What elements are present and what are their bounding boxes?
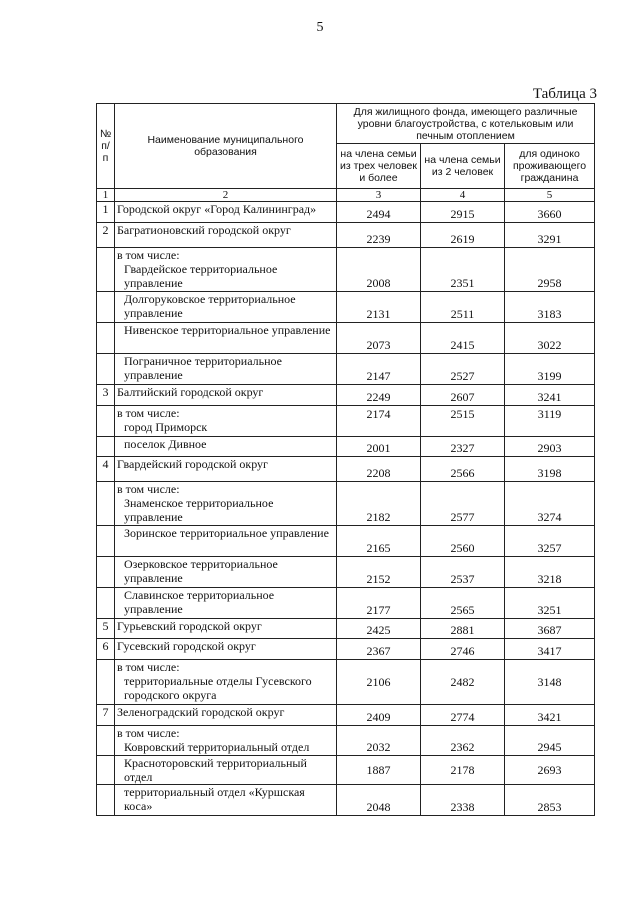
in-that-number-label: в том числе: xyxy=(117,482,180,496)
in-that-number-label: в том числе: xyxy=(117,406,180,420)
table-row xyxy=(97,323,595,354)
row-number: 4 xyxy=(97,457,115,482)
in-that-number-label: в том числе: xyxy=(117,660,180,674)
value-c: 2958 xyxy=(505,248,595,292)
table-row xyxy=(97,619,595,639)
value-b: 2515 xyxy=(421,406,505,437)
value-b: 2565 xyxy=(421,588,505,619)
row-number: 1 xyxy=(97,202,115,223)
value-c: 3183 xyxy=(505,292,595,323)
value-c: 3251 xyxy=(505,588,595,619)
row-number: 3 xyxy=(97,385,115,406)
value-a: 2147 xyxy=(337,354,421,385)
table-row xyxy=(97,292,595,323)
subunit-name: территориальный отдел «Куршская коса» xyxy=(115,785,337,816)
value-a: 2001 xyxy=(337,437,421,457)
value-a: 1887 xyxy=(337,756,421,785)
subunit-name: в том числе: город Приморск xyxy=(115,406,337,437)
municipality-name: Гусевский городской округ xyxy=(115,639,337,660)
row-number: 7 xyxy=(97,705,115,726)
table-row xyxy=(97,785,595,816)
row-number: 2 xyxy=(97,223,115,248)
table-caption: Таблица 3 xyxy=(532,86,597,102)
value-c: 2903 xyxy=(505,437,595,457)
subunit-name: Славинское территориальное управление xyxy=(115,588,337,619)
value-b: 2746 xyxy=(421,639,505,660)
value-a: 2131 xyxy=(337,292,421,323)
value-a: 2032 xyxy=(337,726,421,756)
table-row xyxy=(97,202,595,223)
column-index-row xyxy=(97,189,595,202)
subunit-name: Озерковское территориальное управление xyxy=(115,557,337,588)
table-row xyxy=(97,223,595,248)
value-c: 3417 xyxy=(505,639,595,660)
value-a: 2249 xyxy=(337,385,421,406)
subunit-name: Долгоруковское территориальное управление xyxy=(115,292,337,323)
value-b: 2351 xyxy=(421,248,505,292)
table-row xyxy=(97,406,595,437)
value-c: 3241 xyxy=(505,385,595,406)
value-a: 2177 xyxy=(337,588,421,619)
subunit-name: Зоринское территориальное управление xyxy=(115,526,337,557)
value-b: 2774 xyxy=(421,705,505,726)
table-row xyxy=(97,248,595,292)
header-group: Для жилищного фонда, имеющего различные уровни благоустройства, с котельковым или печным отоплением xyxy=(337,104,595,144)
value-c: 3148 xyxy=(505,660,595,705)
table-row xyxy=(97,588,595,619)
value-b: 2482 xyxy=(421,660,505,705)
table-row xyxy=(97,756,595,785)
value-c: 2945 xyxy=(505,726,595,756)
municipality-name: Багратионовский городской округ xyxy=(115,223,337,248)
table-row xyxy=(97,726,595,756)
value-b: 2327 xyxy=(421,437,505,457)
table-row xyxy=(97,526,595,557)
table-row xyxy=(97,354,595,385)
subunit-name: Красноторовский территориальный отдел xyxy=(115,756,337,785)
value-c: 3660 xyxy=(505,202,595,223)
index-cell: 2 xyxy=(115,189,337,202)
table-row xyxy=(97,457,595,482)
value-a: 2165 xyxy=(337,526,421,557)
subunit-name: в том числе: Знаменское территориальное управление xyxy=(115,482,337,526)
value-b: 2560 xyxy=(421,526,505,557)
subunit-name: поселок Дивное xyxy=(115,437,337,457)
value-a: 2494 xyxy=(337,202,421,223)
value-c: 3119 xyxy=(505,406,595,437)
value-b: 2537 xyxy=(421,557,505,588)
value-b: 2577 xyxy=(421,482,505,526)
subunit-name: Пограничное территориальное управление xyxy=(115,354,337,385)
municipality-name: Гвардейский городской округ xyxy=(115,457,337,482)
value-b: 2362 xyxy=(421,726,505,756)
header-number: № п/п xyxy=(97,104,115,189)
value-b: 2881 xyxy=(421,619,505,639)
in-that-number-label: в том числе: xyxy=(117,248,180,262)
subunit-name: Нивенское территориальное управление xyxy=(115,323,337,354)
value-c: 2693 xyxy=(505,756,595,785)
table-row xyxy=(97,482,595,526)
value-b: 2915 xyxy=(421,202,505,223)
header-col-a: на члена семьи из трех человек и более xyxy=(337,144,421,189)
table-row xyxy=(97,385,595,406)
index-cell: 1 xyxy=(97,189,115,202)
value-c: 3022 xyxy=(505,323,595,354)
table-row xyxy=(97,705,595,726)
index-cell: 4 xyxy=(421,189,505,202)
value-b: 2178 xyxy=(421,756,505,785)
rates-table xyxy=(96,103,595,816)
table-row xyxy=(97,557,595,588)
value-b: 2511 xyxy=(421,292,505,323)
subunit-name: в том числе: территориальные отделы Гусевского городского округа xyxy=(115,660,337,705)
value-c: 3199 xyxy=(505,354,595,385)
value-c: 2853 xyxy=(505,785,595,816)
row-number: 5 xyxy=(97,619,115,639)
value-a: 2073 xyxy=(337,323,421,354)
value-a: 2048 xyxy=(337,785,421,816)
table-row xyxy=(97,660,595,705)
value-c: 3687 xyxy=(505,619,595,639)
subunit-name: в том числе: Ковровский территориальный отдел xyxy=(115,726,337,756)
value-a: 2409 xyxy=(337,705,421,726)
value-b: 2607 xyxy=(421,385,505,406)
index-cell: 5 xyxy=(505,189,595,202)
header-col-b: на члена семьи из 2 человек xyxy=(421,144,505,189)
value-a: 2182 xyxy=(337,482,421,526)
value-a: 2152 xyxy=(337,557,421,588)
row-number: 6 xyxy=(97,639,115,660)
in-that-number-label: в том числе: xyxy=(117,726,180,740)
table-header xyxy=(97,104,595,189)
index-cell: 3 xyxy=(337,189,421,202)
value-b: 2338 xyxy=(421,785,505,816)
municipality-name: Балтийский городской округ xyxy=(115,385,337,406)
value-a: 2008 xyxy=(337,248,421,292)
page-number: 5 xyxy=(316,20,324,35)
table-row xyxy=(97,639,595,660)
value-a: 2425 xyxy=(337,619,421,639)
value-b: 2527 xyxy=(421,354,505,385)
value-b: 2415 xyxy=(421,323,505,354)
value-c: 3257 xyxy=(505,526,595,557)
value-a: 2208 xyxy=(337,457,421,482)
municipality-name: Городской округ «Город Калининград» xyxy=(115,202,337,223)
value-c: 3198 xyxy=(505,457,595,482)
value-c: 3274 xyxy=(505,482,595,526)
table-row xyxy=(97,437,595,457)
value-c: 3218 xyxy=(505,557,595,588)
value-a: 2106 xyxy=(337,660,421,705)
value-b: 2566 xyxy=(421,457,505,482)
header-name: Наименование муниципального образования xyxy=(115,104,337,189)
value-b: 2619 xyxy=(421,223,505,248)
value-c: 3291 xyxy=(505,223,595,248)
value-c: 3421 xyxy=(505,705,595,726)
value-a: 2367 xyxy=(337,639,421,660)
municipality-name: Гурьевский городской округ xyxy=(115,619,337,639)
municipality-name: Зеленоградский городской округ xyxy=(115,705,337,726)
subunit-name: в том числе: Гвардейское территориальное управление xyxy=(115,248,337,292)
header-col-c: для одиноко проживающего гражданина xyxy=(505,144,595,189)
value-a: 2174 xyxy=(337,406,421,437)
value-a: 2239 xyxy=(337,223,421,248)
